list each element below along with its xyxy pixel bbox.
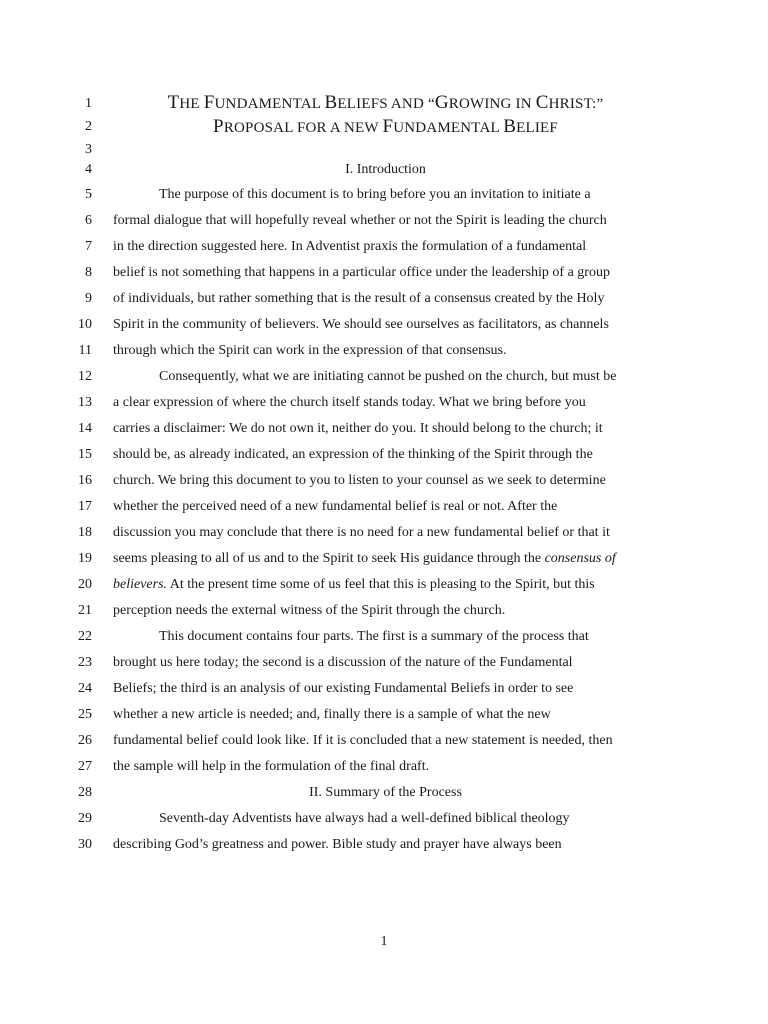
- line-number: 21: [78, 603, 92, 618]
- body-line: should be, as already indicated, an expression of the thinking of the Spirit through the: [113, 447, 593, 462]
- body-line: church. We bring this document to you to listen to your counsel as we seek to determine: [113, 473, 606, 488]
- line-number: 4: [85, 162, 92, 177]
- body-line: The purpose of this document is to bring before you an invitation to initiate a: [159, 187, 591, 202]
- body-line: formal dialogue that will hopefully reveal whether or not the Spirit is leading the church: [113, 213, 607, 228]
- line-number: 2: [85, 119, 92, 134]
- body-line: brought us here today; the second is a discussion of the nature of the Fundamental: [113, 655, 573, 670]
- body-line: describing God’s greatness and power. Bible study and prayer have always been: [113, 837, 562, 852]
- line-number: 6: [85, 213, 92, 228]
- body-line: discussion you may conclude that there is no need for a new fundamental belief or that it: [113, 525, 610, 540]
- body-line: belief is not something that happens in a particular office under the leadership of a group: [113, 265, 610, 280]
- line-number: 13: [78, 395, 92, 410]
- line-number: 14: [78, 421, 92, 436]
- line-number: 27: [78, 759, 92, 774]
- line-number: 10: [78, 317, 92, 332]
- body-line: of individuals, but rather something that is the result of a consensus created by the Holy: [113, 291, 605, 306]
- line-number: 20: [78, 577, 92, 592]
- body-line: Beliefs; the third is an analysis of our existing Fundamental Beliefs in order to see: [113, 681, 574, 696]
- body-line: carries a disclaimer: We do not own it, neither do you. It should belong to the church; it: [113, 421, 603, 436]
- line-number: 7: [85, 239, 92, 254]
- line-number: 28: [78, 785, 92, 800]
- line-number: 22: [78, 629, 92, 644]
- body-line: through which the Spirit can work in the expression of that consensus.: [113, 343, 507, 358]
- body-line: a clear expression of where the church itself stands today. What we bring before you: [113, 395, 586, 410]
- line-number: 12: [78, 369, 92, 384]
- line-number: 24: [78, 681, 92, 696]
- line-number: 18: [78, 525, 92, 540]
- section-heading-introduction: I. Introduction: [345, 162, 426, 177]
- body-line: Spirit in the community of believers. We should see ourselves as facilitators, as channels: [113, 317, 609, 332]
- line-number: 16: [78, 473, 92, 488]
- line-number: 3: [85, 142, 92, 157]
- line-number: 15: [78, 447, 92, 462]
- body-line: This document contains four parts. The first is a summary of the process that: [159, 629, 589, 644]
- body-line: perception needs the external witness of the Spirit through the church.: [113, 603, 506, 618]
- emphasis-text: believers.: [113, 577, 168, 592]
- body-text: At the present time some of us feel that this is pleasing to the Spirit, but this: [167, 577, 595, 592]
- line-number: 29: [78, 811, 92, 826]
- line-number: 25: [78, 707, 92, 722]
- line-number: 26: [78, 733, 92, 748]
- line-number: 5: [85, 187, 92, 202]
- section-heading-summary: II. Summary of the Process: [309, 785, 462, 800]
- line-number: 1: [85, 96, 92, 111]
- line-number: 8: [85, 265, 92, 280]
- document-title-line-1: THE FUNDAMENTAL BELIEFS AND “GROWING IN CHRIST:”: [167, 92, 604, 113]
- line-number: 17: [78, 499, 92, 514]
- body-line: whether the perceived need of a new fundamental belief is real or not. After the: [113, 499, 558, 514]
- body-line: whether a new article is needed; and, finally there is a sample of what the new: [113, 707, 551, 722]
- body-line: Consequently, what we are initiating cannot be pushed on the church, but must be: [159, 369, 617, 384]
- body-line: in the direction suggested here. In Adventist praxis the formulation of a fundamental: [113, 239, 587, 254]
- body-text: seems pleasing to all of us and to the Spirit to seek His guidance through the: [113, 551, 545, 566]
- line-number: 11: [78, 343, 92, 358]
- line-number: 30: [78, 837, 92, 852]
- body-line: fundamental belief could look like. If it is concluded that a new statement is needed, then: [113, 733, 613, 748]
- body-line: [113, 551, 673, 567]
- page-number: 1: [380, 934, 388, 949]
- line-number: 23: [78, 655, 92, 670]
- body-line: Seventh-day Adventists have always had a well-defined biblical theology: [159, 811, 570, 826]
- document-title-line-2: PROPOSAL FOR A NEW FUNDAMENTAL BELIEF: [213, 116, 558, 137]
- line-number: 19: [78, 551, 92, 566]
- body-line: the sample will help in the formulation of the final draft.: [113, 759, 430, 774]
- emphasis-text: consensus of: [544, 551, 616, 566]
- line-number: 9: [85, 291, 92, 306]
- body-line: [113, 577, 673, 593]
